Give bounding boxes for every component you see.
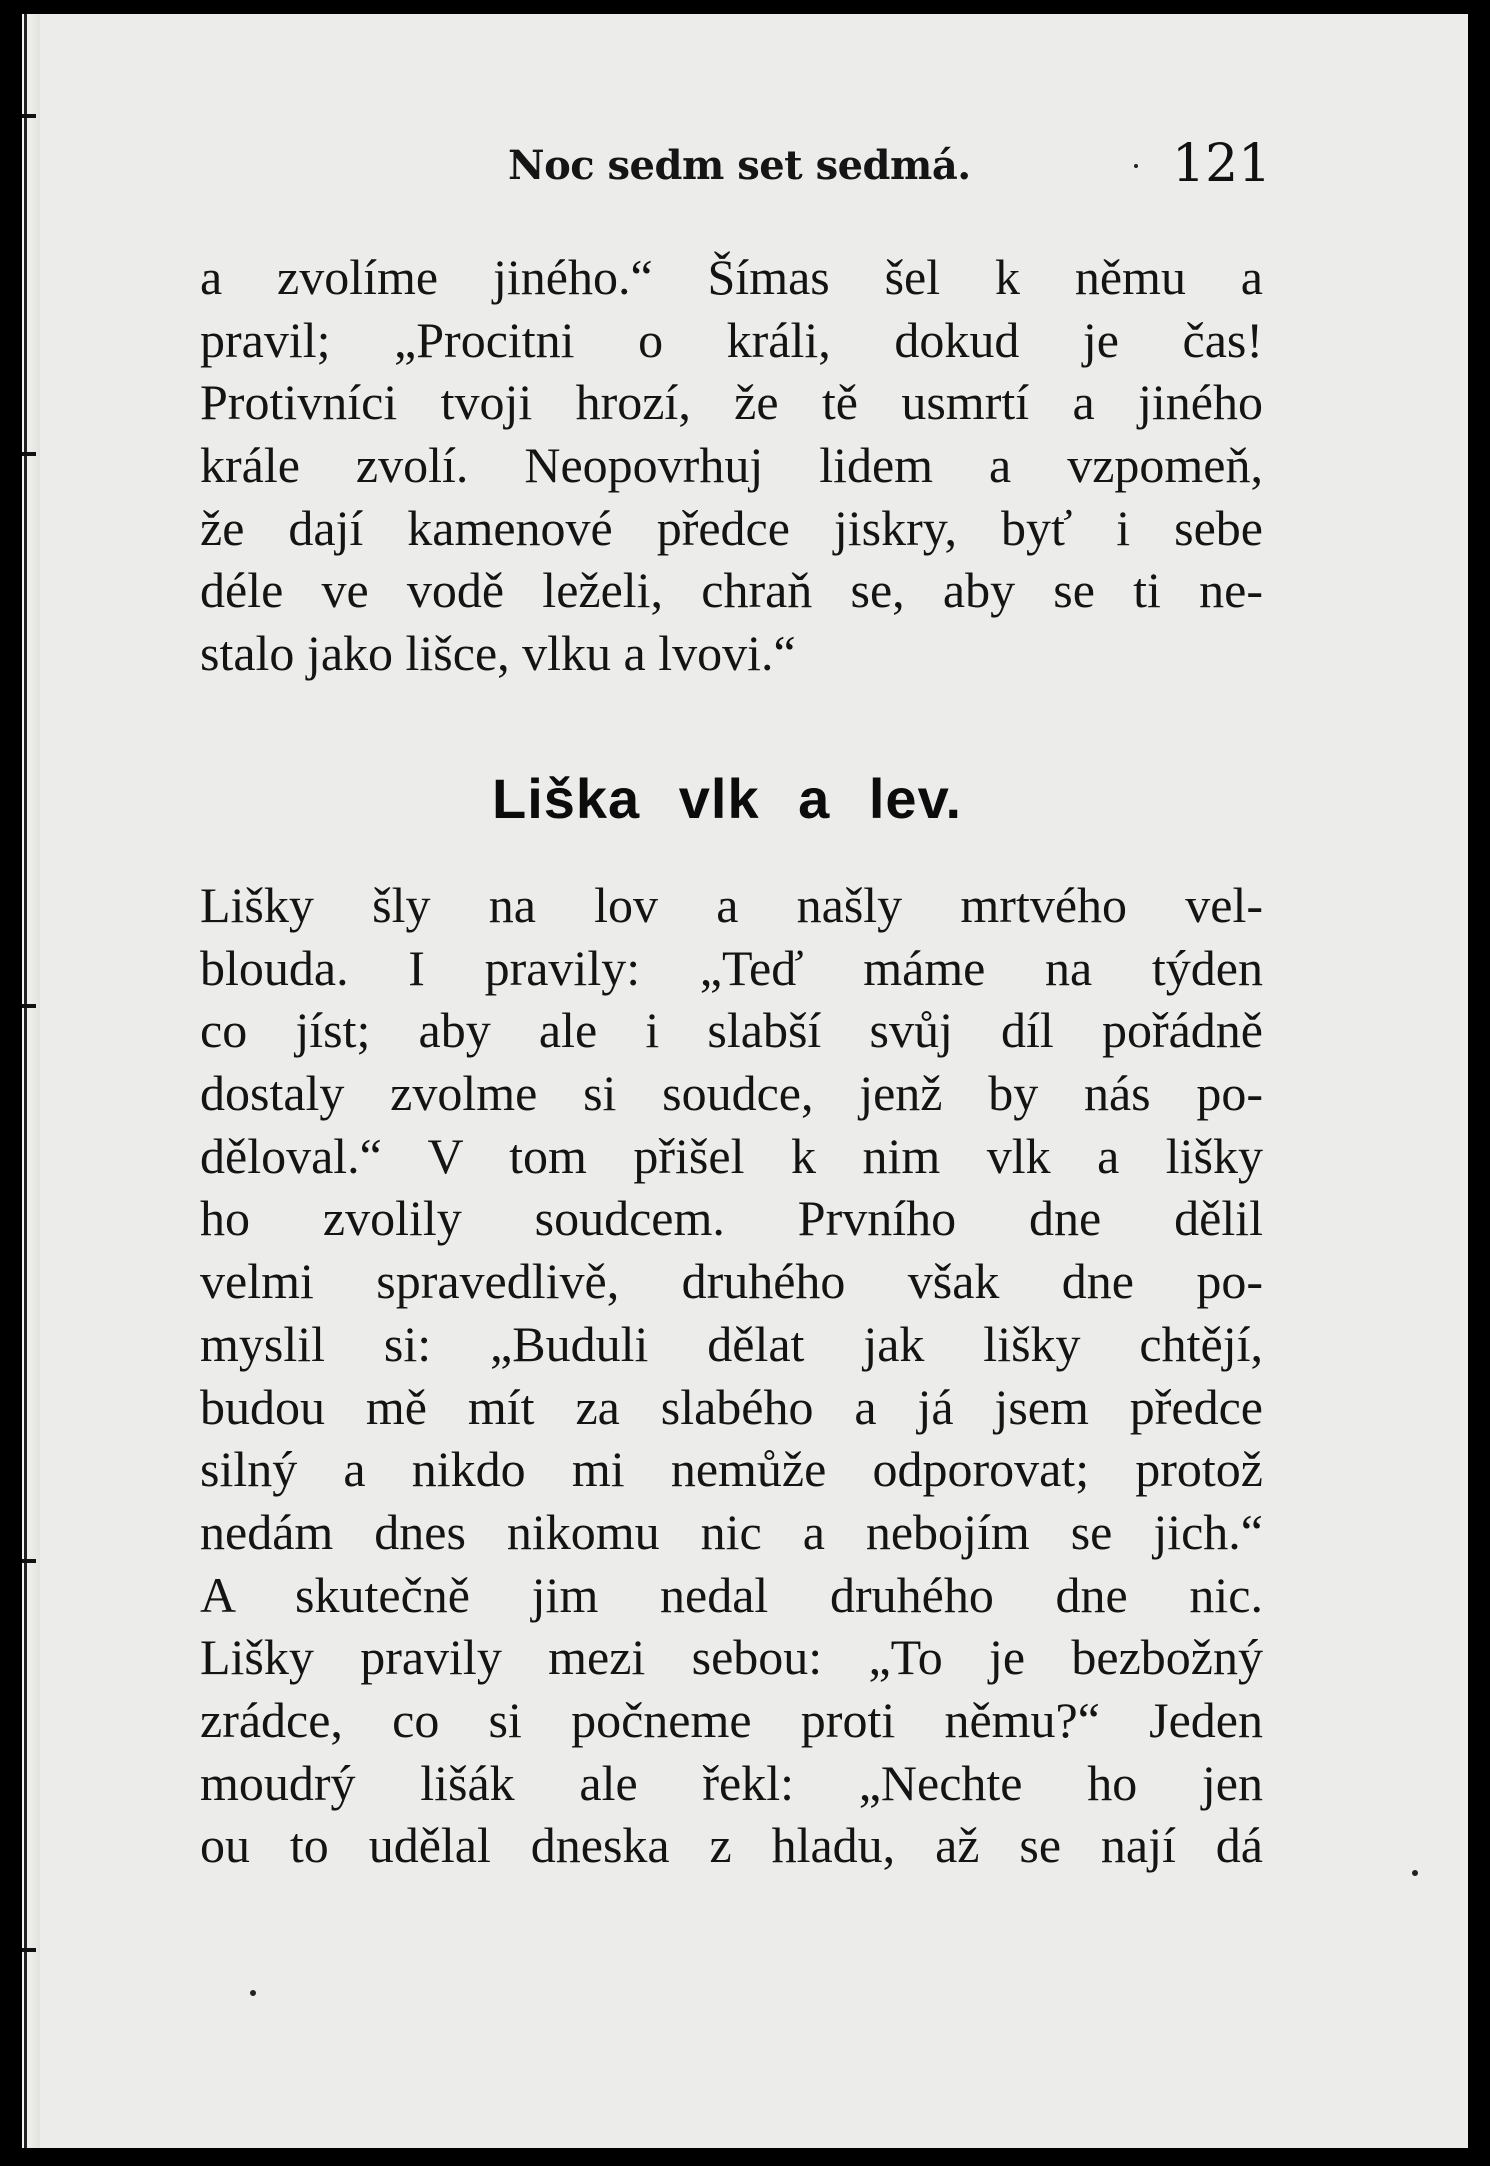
section-title: Liška vlk a lev.	[492, 767, 963, 830]
text-line: myslil si: „Buduli dělat jak lišky chtějí,	[200, 1315, 1263, 1372]
text-line: ou to udělal dneska z hladu, až se nají dá	[200, 1817, 1263, 1874]
binding-mark	[22, 1559, 36, 1563]
text-line: krále zvolí. Neopovrhuj lidem a vzpomeň,	[200, 437, 1263, 494]
text-line: a zvolíme jiného.“ Šímas šel k němu a	[200, 249, 1263, 305]
text-line: moudrý lišák ale řekl: „Nechte ho jen	[200, 1754, 1263, 1811]
text-line: Lišky šly na lov a našly mrtvého vel-	[200, 877, 1263, 933]
top-paragraph	[200, 246, 1263, 685]
page-binding-line	[24, 14, 27, 2148]
text-line: Lišky pravily mezi sebou: „To je bezbožný	[200, 1629, 1263, 1686]
text-line: A skutečně jim nedal druhého dne nic.	[200, 1566, 1263, 1623]
text-line: budou mě mít za slabého a já jsem předce	[200, 1378, 1263, 1435]
binding-mark	[22, 1004, 36, 1008]
page-number: 121	[1172, 134, 1272, 194]
text-line: nedám dnes nikomu nic a nebojím se jich.“	[200, 1503, 1263, 1560]
text-line: stalo jako lišce, vlku a lvovi.“	[200, 625, 796, 682]
text-line: děloval.“ V tom přišel k nim vlk a lišky	[200, 1127, 1263, 1184]
book-page	[22, 14, 1468, 2148]
text-line: pravil; „Procitni o králi, dokud je čas!	[200, 311, 1263, 368]
text-line: déle ve vodě leželi, chraň se, aby se ti ne-	[200, 562, 1263, 619]
text-line: zrádce, co si počneme proti němu?“ Jeden	[200, 1691, 1263, 1748]
text-line: že dají kamenové předce jiskry, byť i sebe	[200, 499, 1263, 556]
running-title: Noc sedm set sedmá.	[508, 142, 971, 189]
paper-speck	[250, 1990, 256, 1996]
text-line: velmi spravedlivě, druhého však dne po-	[200, 1253, 1263, 1310]
binding-mark	[22, 1948, 36, 1952]
text-line: co jíst; aby ale i slabší svůj díl pořádně	[200, 1002, 1263, 1059]
text-line: dostaly zvolme si soudce, jenž by nás po-	[200, 1065, 1263, 1122]
story-paragraph	[200, 874, 1263, 1877]
text-line: ho zvolily soudcem. Prvního dne dělil	[200, 1190, 1263, 1247]
text-line: Protivníci tvoji hrozí, že tě usmrtí a jiného	[200, 374, 1263, 431]
paper-speck	[1412, 1870, 1418, 1876]
text-line: blouda. I pravily: „Teď máme na týden	[200, 939, 1263, 996]
binding-mark	[22, 114, 36, 118]
paper-speck	[1134, 164, 1138, 168]
binding-mark	[22, 452, 36, 456]
text-line: silný a nikdo mi nemůže odporovat; protož	[200, 1441, 1263, 1498]
